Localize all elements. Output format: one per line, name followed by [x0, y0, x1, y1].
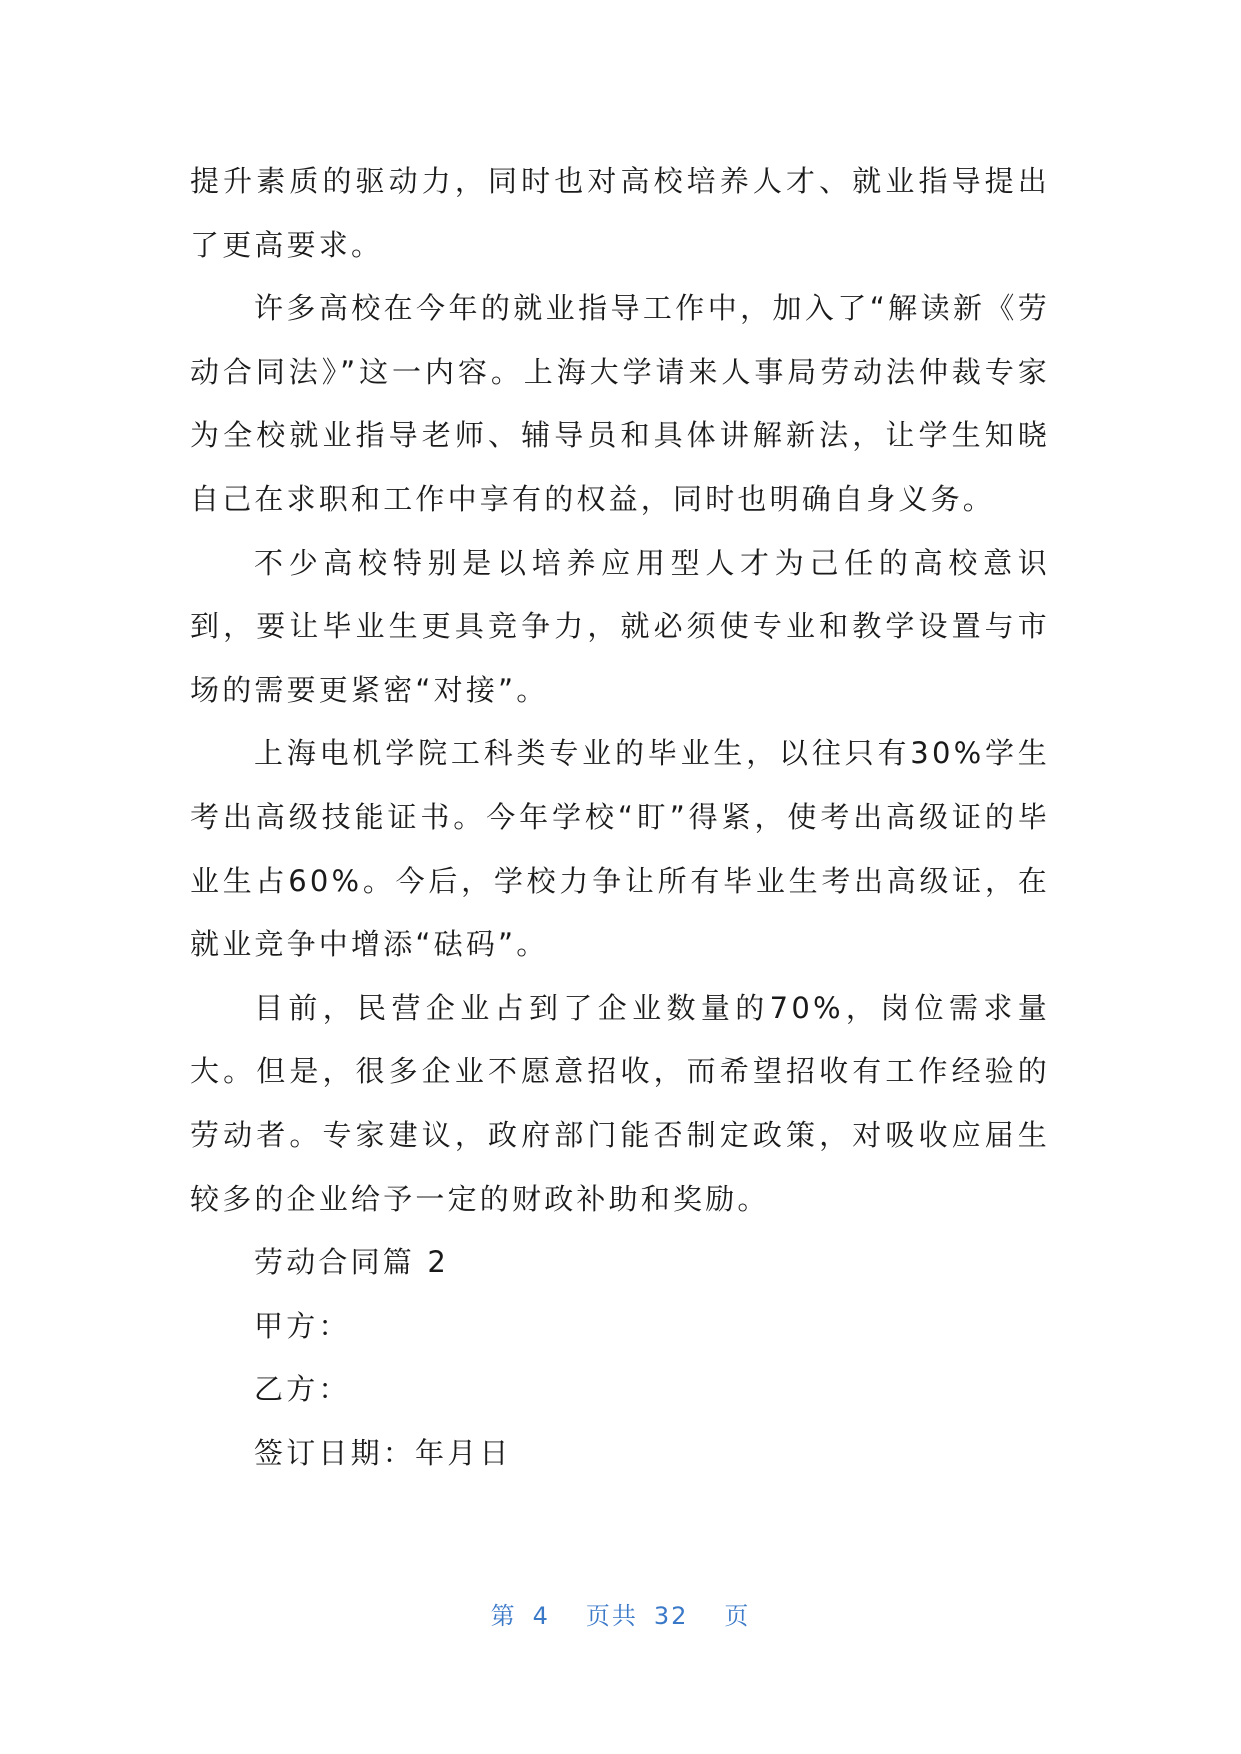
party-b-line: 乙方： [254, 1372, 351, 1407]
footer-suffix: 页 [724, 1602, 751, 1630]
paragraph-2: 许多高校在今年的就业指导工作中，加入了“解读新《劳动合同法》”这一内容。上海大学请来人事局劳动法仲裁专家为全校就业指导老师、辅导员和具体讲解新法，让学生知晓自己在求职和工作中享有的权益，同时也明确自身义务。 [190, 291, 1050, 516]
footer-current-page: 4 [532, 1602, 550, 1630]
party-a-line: 甲方： [254, 1308, 351, 1343]
footer-prefix: 第 [490, 1602, 517, 1630]
paragraph-1: 提升素质的驱动力，同时也对高校培养人才、就业指导提出了更高要求。 [190, 164, 1050, 262]
footer-middle: 页共 [585, 1602, 638, 1630]
document-body [190, 150, 1050, 1485]
page-footer [0, 1596, 1241, 1631]
footer-total-pages: 32 [653, 1602, 689, 1630]
paragraph-5: 目前，民营企业占到了企业数量的70%，岗位需求量大。但是，很多企业不愿意招收，而希望招收有工作经验的劳动者。专家建议，政府部门能否制定政策，对吸收应届生较多的企业给予一定的财政补助和奖励。 [190, 990, 1050, 1216]
sign-date-line: 签订日期：年月日 [254, 1435, 512, 1470]
paragraph-4: 上海电机学院工科类专业的毕业生，以往只有30%学生考出高级技能证书。今年学校“盯”得紧，使考出高级证的毕业生占60%。今后，学校力争让所有毕业生考出高级证，在就业竞争中增添“砝码”。 [190, 736, 1050, 962]
paragraph-3: 不少高校特别是以培养应用型人才为己任的高校意识到，要让毕业生更具竞争力，就必须使专业和教学设置与市场的需要更紧密“对接”。 [190, 545, 1050, 707]
section-title: 劳动合同篇 2 [254, 1245, 450, 1280]
